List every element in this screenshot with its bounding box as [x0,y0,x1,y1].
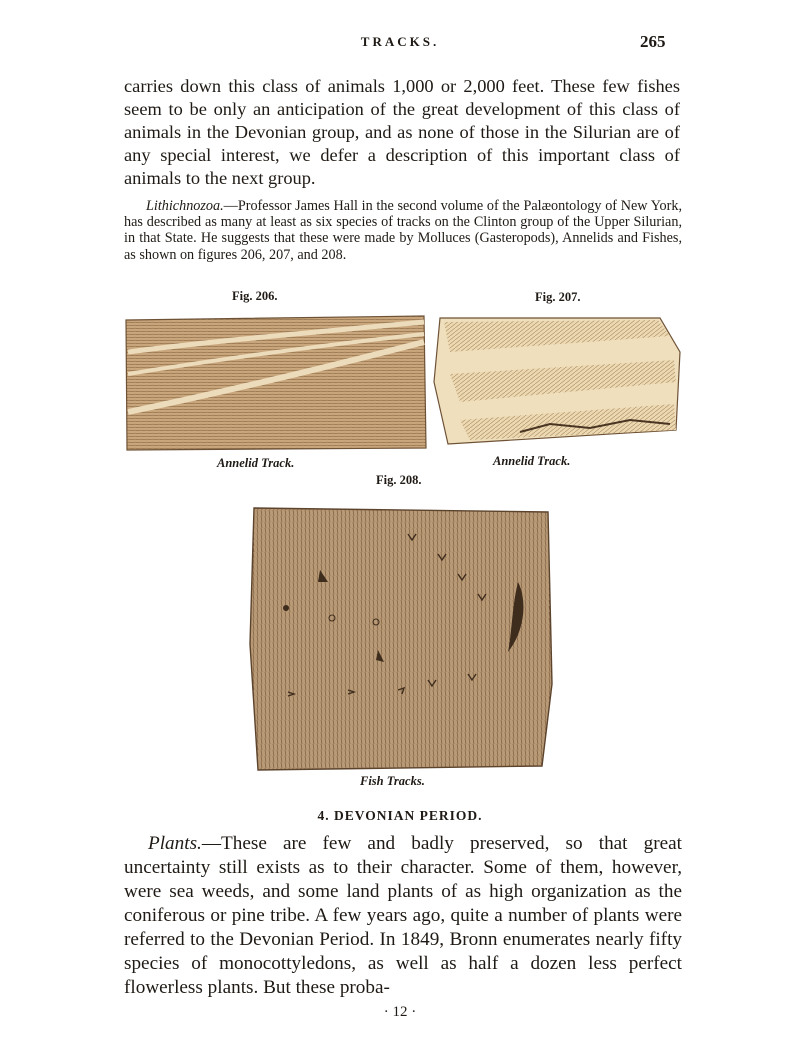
paragraph-intro: carries down this class of animals 1,000 or 2,000 feet. These few fishes seem to be only an anticipation of the great development of this class of animals in the Devonian group, and as none of those in the Silurian are of any special interest, we defer a description of this important class of animals to the next group. [124,76,680,188]
lithichnozoa-term: Lithichnozoa. [146,198,224,214]
signature-mark: · 12 · [383,1004,417,1020]
fig-207-engraving [430,312,682,446]
plants-term: Plants. [148,833,202,854]
fig-208-engraving [248,504,556,770]
fig-208-label: Fig. 208. [376,473,422,487]
fig-207-caption: Annelid Track. [493,454,571,468]
fig-206-engraving [124,312,428,452]
section-heading: 4. DEVONIAN PERIOD. [317,808,483,823]
fig-208-caption: Fish Tracks. [360,774,425,788]
plants-text: —These are few and badly preserved, so that great uncertainty still exists as to their character. Some of them, however, were sea weeds, and some land plants of as high organization as the coniferous or pine tribe. A few years ago, quite a number of plants were referred to the Devonian Period. In 1849, Bronn enumerates nearly fifty species of monocottyledons, as well as half a dozen less perfect flowerless plants. But these proba- [124,833,682,998]
fig-206-label: Fig. 206. [232,289,278,303]
fig-206-caption: Annelid Track. [217,456,295,470]
running-title: TRACKS. [360,34,440,49]
paragraph-lithichnozoa [124,198,682,263]
lithichnozoa-text: —Professor James Hall in the second volume of the Palæontology of New York, has described as many at least as six species of tracks on the Clinton group of the Upper Silurian, in that State. He suggests that these were made by Molluces (Gasteropods), Annelids and Fishes, as shown on figures 206, 207, and 208. [124,198,682,263]
fig-207-label: Fig. 207. [535,290,581,304]
paragraph-plants [124,832,682,1000]
page-number: 265 [640,32,666,51]
